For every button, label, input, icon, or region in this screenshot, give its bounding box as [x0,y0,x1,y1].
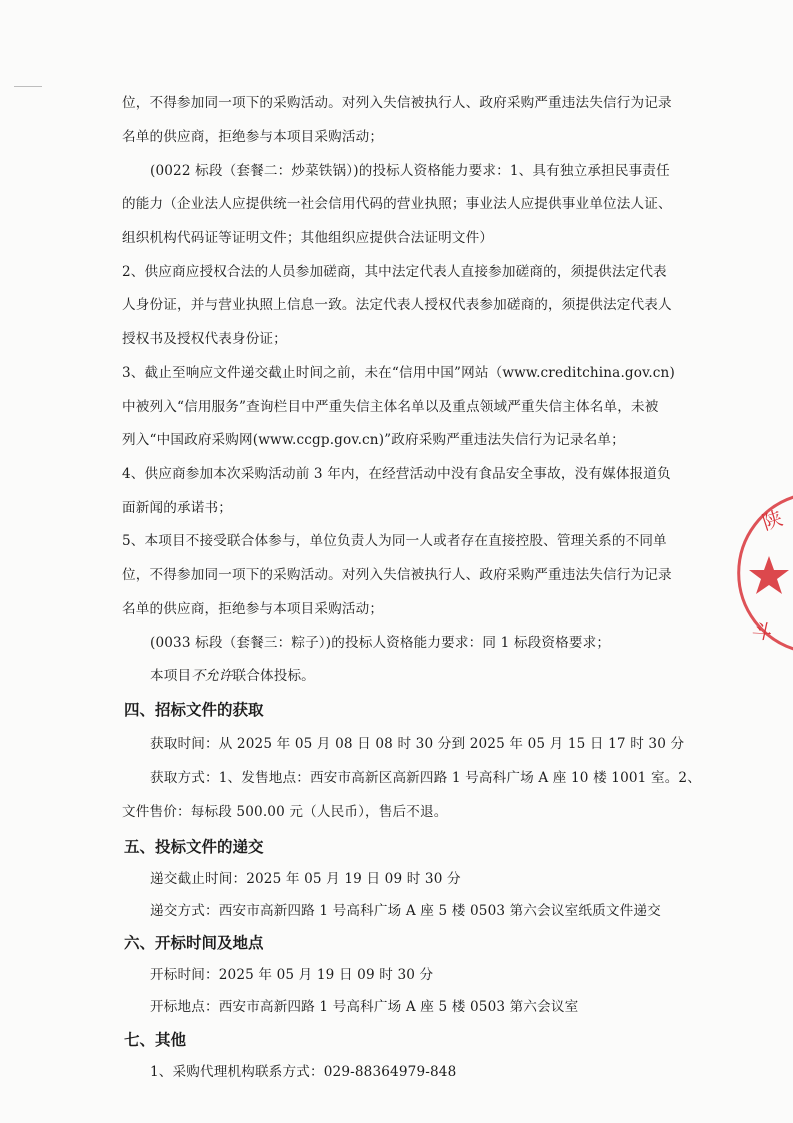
seal-char-bottom: 斗 [749,617,775,646]
body-line: 4、供应商参加本次采购活动前 3 年内，在经营活动中没有食品安全事故，没有媒体报道负 [122,466,671,482]
body-line: 递交方式：西安市高新四路 1 号高科广场 A 座 5 楼 0503 第六会议室纸质文件递交 [150,903,661,919]
body-line: 位，不得参加同一项下的采购活动。对列入失信被执行人、政府采购严重违法失信行为记录 [122,567,672,583]
body-line: 列入“中国政府采购网(www.ccgp.gov.cn)”政府采购严重违法失信行为记录名单； [122,432,625,448]
seal-char-top: 陕 [759,505,786,535]
body-line: 获取时间：从 2025 年 05 月 08 日 08 时 30 分到 2025 年 05 月 15 日 17 时 30 分 [150,736,685,752]
body-line: 2、供应商应授权合法的人员参加磋商，其中法定代表人直接参加磋商的，须提供法定代表 [122,264,667,280]
body-line: (0022 标段（套餐二：炒菜铁锅）)的投标人资格能力要求：1、具有独立承担民事责任 [150,163,670,179]
body-line: 面新闻的承诺书； [122,500,232,516]
body-line: (0033 标段（套餐三：粽子）)的投标人资格能力要求：同 1 标段资格要求； [150,635,611,651]
body-line: 开标地点：西安市高新四路 1 号高科广场 A 座 5 楼 0503 第六会议室 [150,999,579,1015]
body-line: 名单的供应商，拒绝参与本项目采购活动； [122,129,384,145]
body-line: 3、截止至响应文件递交截止时间之前，未在“信用中国”网站（www.creditchina.gov.cn) [122,365,675,381]
section-heading: 七、其他 [124,1031,187,1049]
body-line: 递交截止时间：2025 年 05 月 19 日 09 时 30 分 [150,871,461,887]
seal-star-icon [749,556,789,594]
section-heading: 六、开标时间及地点 [124,934,264,952]
body-line: 5、本项目不接受联合体参与，单位负责人为同一人或者存在直接控股、管理关系的不同单 [122,533,667,549]
body-line: 名单的供应商，拒绝参与本项目采购活动； [122,601,384,617]
body-line: 授权书及授权代表身份证； [122,331,287,347]
body-line: 1、采购代理机构联系方式：029-88364979-848 [150,1064,457,1080]
section-heading: 五、投标文件的递交 [124,838,264,856]
consortium-emphasis: 不允许 [191,668,233,684]
body-line: 位，不得参加同一项下的采购活动。对列入失信被执行人、政府采购严重违法失信行为记录 [122,95,672,111]
company-seal [735,488,793,658]
body-line: 人身份证，并与营业执照上信息一致。法定代表人授权代表参加磋商的，须提供法定代表人 [122,297,672,313]
consortium-tail: 联合体投标。 [232,668,315,684]
body-line: 组织机构代码证等证明文件；其他组织应提供合法证明文件） [122,230,494,246]
consortium-line [150,667,695,685]
body-line: 中被列入“信用服务”查询栏目中严重失信主体名单以及重点领域严重失信主体名单，未被 [122,399,659,415]
scan-mark [14,86,42,87]
consortium-lead: 本项目 [150,668,192,684]
section-heading: 四、招标文件的获取 [124,701,264,719]
body-line: 开标时间：2025 年 05 月 19 日 09 时 30 分 [150,967,434,983]
body-line: 文件售价：每标段 500.00 元（人民币），售后不退。 [122,804,448,820]
body-line: 获取方式：1、发售地点：西安市高新区高新四路 1 号高科广场 A 座 10 楼 1001 室。2、 [150,770,701,786]
body-line: 的能力（企业法人应提供统一社会信用代码的营业执照；事业法人应提供事业单位法人证、 [122,196,672,212]
